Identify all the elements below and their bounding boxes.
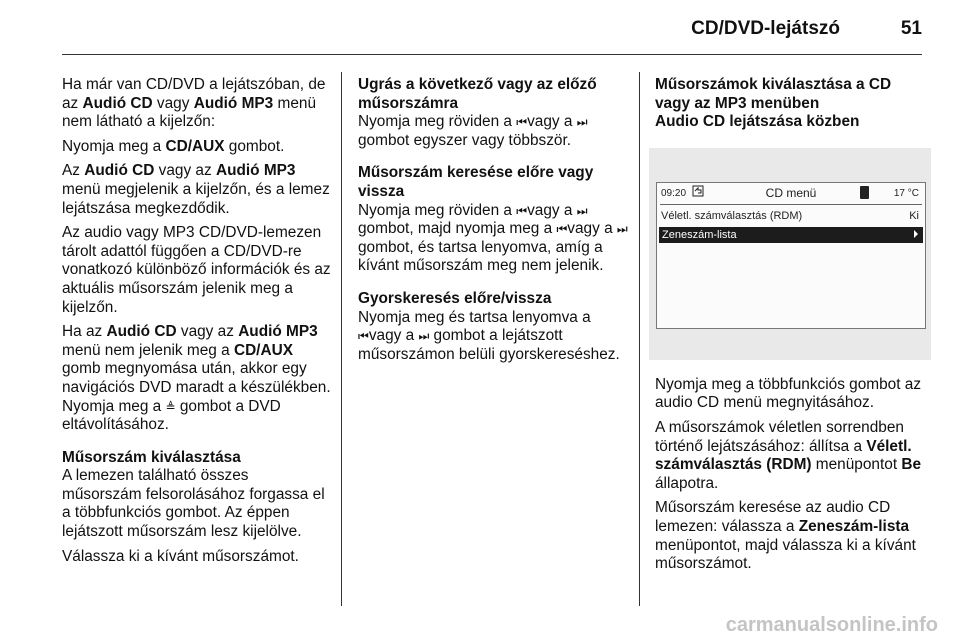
header-rule bbox=[62, 54, 922, 55]
phone-icon bbox=[860, 186, 869, 199]
eject-icon: ≜ bbox=[165, 399, 176, 414]
column-divider bbox=[639, 72, 640, 606]
display-title: CD menü bbox=[765, 185, 817, 200]
skip-back-icon: ⏮ bbox=[358, 329, 369, 344]
display-temperature: 17 °C bbox=[893, 187, 919, 199]
paragraph: Nyomja meg röviden a ⏮vagy a ⏭ gombot egyszer vagy többször. bbox=[358, 113, 588, 149]
paragraph: Válassza ki a kívánt műsorszámot. bbox=[62, 547, 299, 565]
skip-forward-icon: ⏭ bbox=[576, 115, 588, 130]
column-2 bbox=[358, 76, 630, 370]
menu-item-label: Véletl. számválasztás (RDM) bbox=[661, 209, 803, 222]
paragraph: A lemezen található összes műsorszám felsorolásához forgassa el a többfunkciós gombot. Az éppen lejátszott műsorszám lesz kijelölve. bbox=[62, 467, 325, 541]
menu-item-track-list[interactable] bbox=[659, 227, 923, 243]
paragraph: Nyomja meg és tartsa lenyomva a ⏮vagy a ⏭ gombot a lejátszott műsorszámon belüli gyorskereséshez. bbox=[358, 308, 620, 363]
paragraph: Nyomja meg a CD/AUX gombot. bbox=[62, 137, 285, 155]
section-heading: Műsorszámok kiválasztása a CD vagy az MP3 menüben bbox=[655, 76, 892, 112]
section-heading: Műsorszám keresése előre vagy vissza bbox=[358, 164, 594, 200]
section-heading: Gyorskeresés előre/vissza bbox=[358, 289, 552, 307]
section-heading: Ugrás a következő vagy az előző műsorszámra bbox=[358, 76, 597, 112]
display-screen bbox=[656, 182, 926, 329]
display-time: 09:20 bbox=[661, 187, 687, 199]
skip-forward-icon: ⏭ bbox=[418, 329, 430, 344]
section-subheading: Audio CD lejátszása közben bbox=[655, 113, 860, 131]
display-status-bar bbox=[657, 183, 925, 203]
skip-back-icon: ⏮ bbox=[516, 115, 528, 130]
paragraph: Műsorszám keresése az audio CD lemezen: válassza a Zeneszám-lista menüpontot, majd válassza ki a kívánt műsorszámot. bbox=[655, 499, 916, 573]
section-heading: Műsorszám kiválasztása bbox=[62, 448, 241, 466]
paragraph: Ha az Audió CD vagy az Audió MP3 menü nem jelenik meg a CD/AUX gomb megnyomása után, akkor egy navigációs DVD maradt a készülékben. Nyomja meg a ≜ gombot a DVD eltávolításához. bbox=[62, 323, 331, 434]
menu-item-label: Zeneszám-lista bbox=[662, 228, 737, 241]
page-header bbox=[0, 0, 960, 60]
paragraph: A műsorszámok véletlen sorrendben történő lejátszásához: állítsa a Véletl. számválasztás (RDM) menüpontot Be állapotra. bbox=[655, 418, 922, 492]
paragraph: Az audio vagy MP3 CD/DVD-lemezen tárolt adattól függően a CD/DVD-re vonatkozó különböző információk és az aktuális műsorszám jelenik meg a kijelzőn. bbox=[62, 224, 331, 316]
paragraph: Nyomja meg a többfunkciós gombot az audio CD menü megnyitásához. bbox=[655, 375, 922, 412]
paragraph: Ha már van CD/DVD a lejátszóban, de az Audió CD vagy Audió MP3 menü nem látható a kijelzőn: bbox=[62, 76, 326, 131]
watermark: carmanualsonline.info bbox=[725, 614, 938, 636]
cd-menu-screenshot bbox=[649, 148, 931, 360]
skip-back-icon: ⏮ bbox=[556, 222, 568, 237]
skip-forward-icon: ⏭ bbox=[576, 203, 588, 218]
paragraph: Az Audió CD vagy az Audió MP3 menü megjelenik a kijelzőn, és a lemez lejátszása megkezdődik. bbox=[62, 162, 330, 217]
page-title: CD/DVD-lejátszó bbox=[691, 18, 840, 39]
column-1 bbox=[62, 76, 332, 572]
menu-item-value: Ki bbox=[909, 209, 919, 222]
display-divider bbox=[660, 204, 922, 205]
column-3 bbox=[655, 76, 930, 580]
chevron-right-icon bbox=[913, 227, 919, 245]
page-number: 51 bbox=[900, 18, 922, 39]
skip-forward-icon: ⏭ bbox=[616, 222, 628, 237]
skip-back-icon: ⏮ bbox=[516, 203, 528, 218]
paragraph: Nyomja meg röviden a ⏮vagy a ⏭ gombot, majd nyomja meg a ⏮vagy a ⏭ gombot, és tartsa lenyomva, amíg a kívánt műsorszám meg nem jelenik. bbox=[358, 201, 628, 275]
column-divider bbox=[341, 72, 342, 606]
